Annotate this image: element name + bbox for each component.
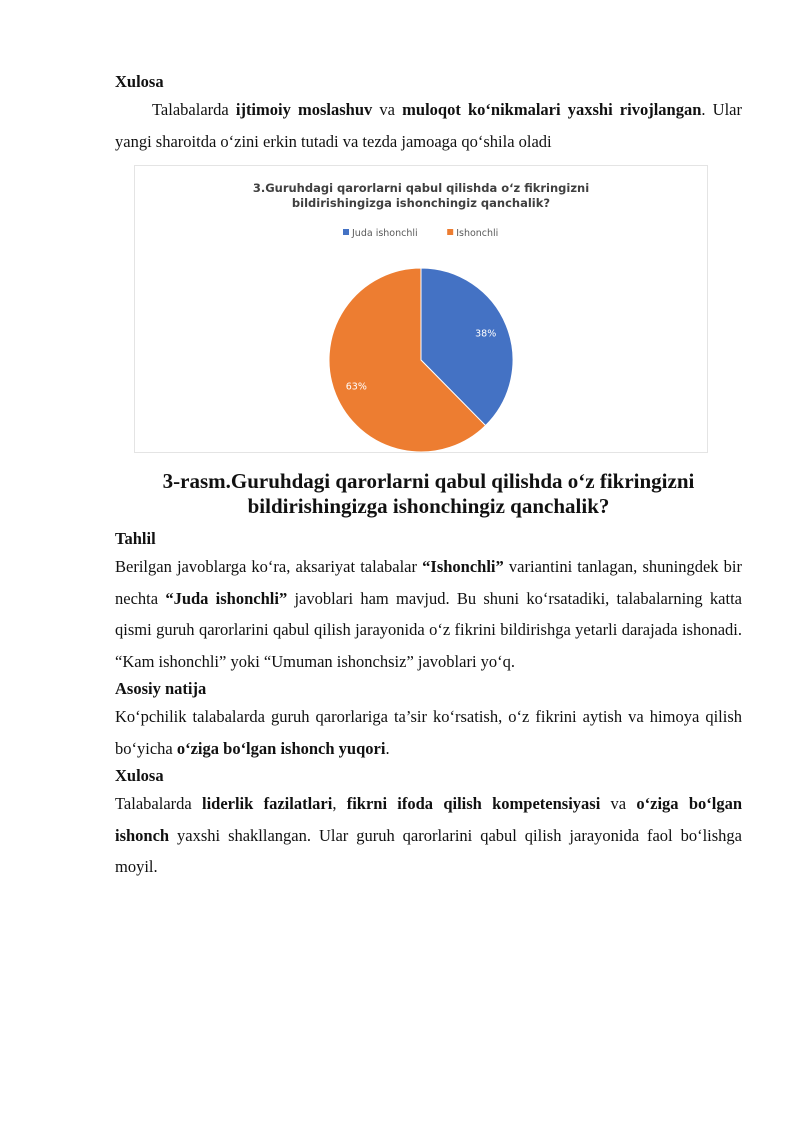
text-run: . [385, 738, 390, 758]
section-heading-main-result: Asosiy natija [115, 679, 207, 698]
paragraph-analysis [115, 551, 742, 677]
text-run: javoblari ham mavjud. Bu shuni ko‘rsatadiki, talabalarning katta qismi guruh qarorlarini qabul qilish jarayonida o‘z fikrini bildirishga yetarli darajada ishonadi. “Kam ishonchli” yoki “Umuman ishonchsiz” javoblari yo‘q. [115, 588, 742, 671]
paragraph-conclusion [115, 788, 742, 883]
figure-caption: 3-rasm.Guruhdagi qarorlarni qabul qilishda o‘z fikringizni bildirishingizga ishonchingiz qanchalik? [162, 469, 695, 518]
text-run: va [600, 794, 637, 813]
text-run: Talabalarda [115, 794, 202, 813]
pie-chart [134, 165, 708, 453]
bold-run: o‘ziga bo‘lgan ishonch [115, 794, 743, 845]
bold-run: o‘ziga bo‘lgan ishonch yuqori [176, 738, 386, 758]
section-heading-xulosa-2: Xulosa [115, 766, 164, 785]
bold-run: “Juda ishonchli” [165, 588, 288, 608]
text-run: , [332, 794, 347, 813]
text-run: Berilgan javoblarga ko‘ra, aksariyat talabalar [115, 557, 423, 576]
slice-data-label-0: 38% [475, 328, 497, 340]
slice-data-label-1: 63% [345, 381, 367, 393]
section-heading-xulosa: Xulosa [115, 72, 164, 91]
document-page [115, 70, 742, 883]
bold-run: fikrni ifoda qilish kompetensiyasi [346, 794, 601, 813]
text-run: Ko‘pchilik talabalarda guruh qarorlariga ta’sir ko‘rsatish, o‘z fikrini aytish va himoya qilish bo‘yicha [115, 707, 742, 758]
bold-run: liderlik fazilatlari [201, 794, 333, 813]
bold-run: muloqot ko‘nikmalari yaxshi rivojlangan [402, 100, 702, 119]
text-run: va [372, 100, 403, 119]
text-run: . Ular yangi sharoitda o‘zini erkin tutadi va tezda jamoaga qo‘shila oladi [115, 100, 742, 151]
chart-legend [343, 228, 498, 239]
text-run: yaxshi shakllangan. Ular guruh qarorlarini qabul qilish jarayonida faol bo‘lishga moyil. [115, 825, 742, 876]
legend-label-1: Ishonchli [456, 228, 499, 239]
pie-chart-svg [135, 166, 707, 452]
section-heading-tahlil: Tahlil [115, 529, 156, 548]
chart-title-line-2: bildirishingizga ishonchingiz qanchalik? [291, 196, 551, 210]
chart-title-line-1: 3.Guruhdagi qarorlarni qabul qilishda o‘z fikringizni [252, 181, 590, 195]
paragraph-main-result [115, 701, 742, 764]
legend-swatch-1 [447, 229, 453, 235]
legend-label-0: Juda ishonchli [352, 228, 418, 239]
legend-swatch-0 [343, 229, 349, 235]
paragraph-social-adaptation [115, 94, 742, 157]
pie-slices [329, 268, 513, 452]
bold-run: ijtimoiy moslashuv [235, 100, 373, 119]
bold-run: “Ishonchli” [422, 557, 504, 576]
text-run: variantini tanlagan, shuningdek bir nechta [115, 557, 743, 608]
text-run: Talabalarda [152, 100, 236, 119]
